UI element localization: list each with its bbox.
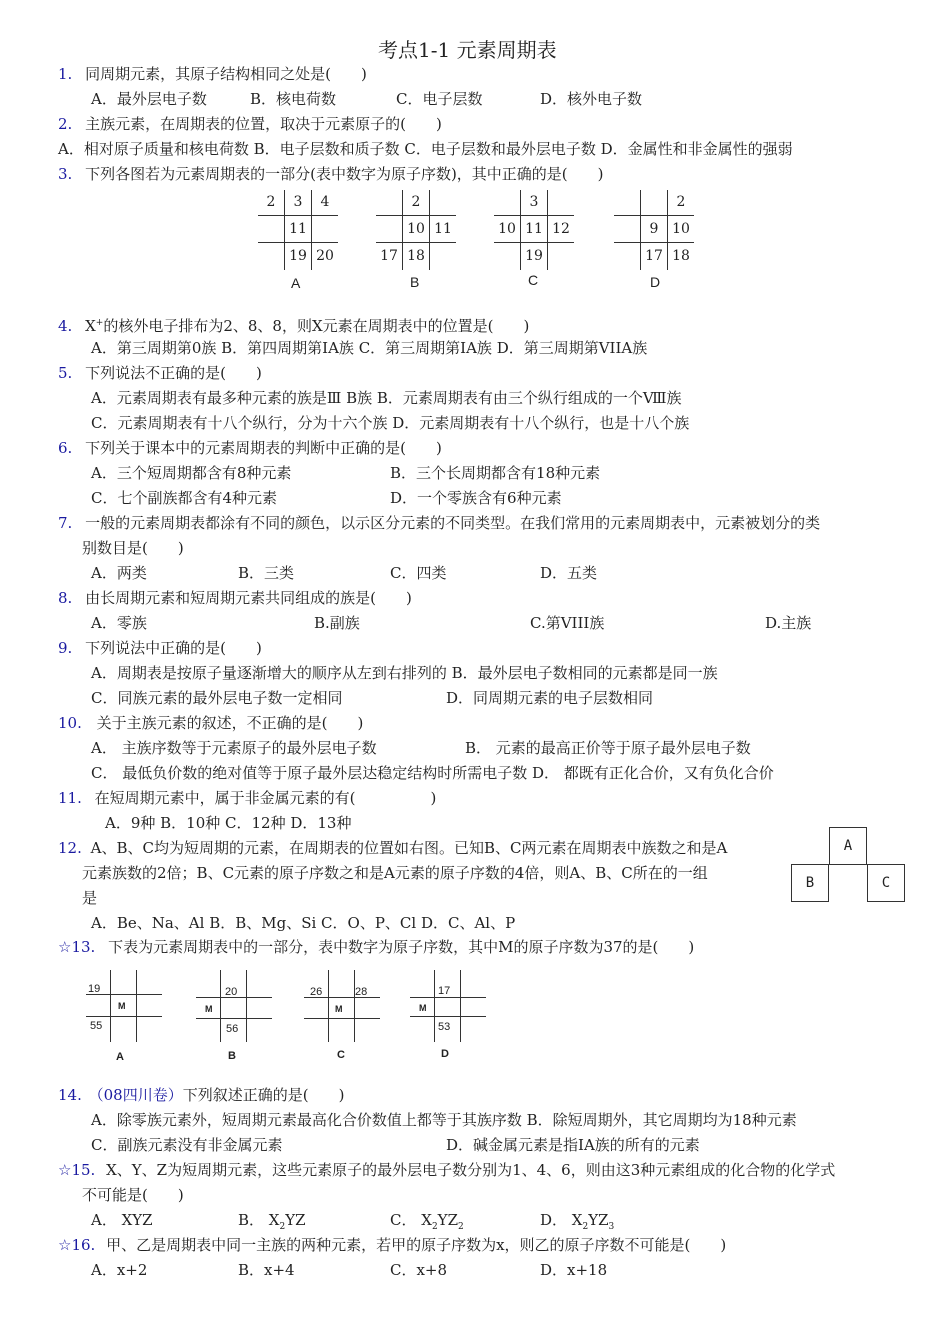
- grid-cell: 11: [525, 221, 543, 237]
- question-4: [58, 313, 529, 336]
- grid-d: [410, 970, 486, 1042]
- grid-cell: 3: [293, 194, 303, 210]
- grid-cell: 10: [672, 221, 690, 237]
- question-14: [58, 1085, 344, 1105]
- grid-cell: 10: [407, 221, 425, 237]
- grid-cell: 2: [676, 194, 686, 210]
- grid-label: D: [441, 1048, 449, 1060]
- grid-c: [494, 190, 574, 270]
- question-number: ☆13.: [58, 938, 96, 956]
- grid-label: C: [337, 1049, 345, 1061]
- question-1: [58, 64, 367, 84]
- question-8: [58, 588, 412, 608]
- grid-cell: 26: [310, 986, 323, 998]
- grid-cell: 28: [355, 986, 368, 998]
- question-stem: 下列各图若为元素周期表的一部分(表中数字为原子序数)，其中正确的是( ): [85, 165, 604, 183]
- question-stem: 甲、乙是周期表中同一主族的两种元素，若甲的原子序数为x，则乙的原子序数不可能是( ): [106, 1236, 727, 1254]
- grid-cell: 56: [226, 1023, 239, 1035]
- question-stem-cont: 元素族数的2倍；B、C元素的原子序数之和是A元素的原子序数的4倍，则A、B、C所在的一组: [82, 864, 708, 882]
- question-11: [58, 788, 436, 808]
- grid-cell: M: [335, 1004, 343, 1014]
- option-c: C．同族元素的最外层电子数一定相同: [91, 689, 343, 707]
- question-2: [58, 114, 442, 134]
- grid-cell: 11: [434, 221, 452, 237]
- option-c: C．四类: [390, 564, 447, 582]
- option-b: B．三类: [238, 564, 295, 582]
- question-number: 7.: [58, 514, 73, 532]
- question-number: 3.: [58, 165, 73, 183]
- question-stem: 下列说法中正确的是( ): [85, 639, 262, 657]
- question-5: [58, 363, 262, 383]
- question-stem: X、Y、Z为短周期元素，这些元素原子的最外层电子数分别为1、4、6，则由这3种元素组成的化合物的化学式: [106, 1161, 836, 1179]
- grid-cell: 3: [529, 194, 539, 210]
- option-b: B．x+4: [238, 1261, 295, 1279]
- grid-cell: 53: [438, 1021, 451, 1033]
- options-line: A．Be、Na、Al B．B、Mg、Si C．O、P、Cl D．C、Al、P: [91, 914, 516, 932]
- grid-cell: 2: [411, 194, 421, 210]
- question-stem: 主族元素，在周期表的位置，取决于元素原子的( ): [85, 115, 442, 133]
- grid-a: [86, 970, 162, 1042]
- grid-cell: 18: [672, 248, 690, 264]
- question-number: 4.: [58, 317, 73, 335]
- grid-cell: 12: [552, 221, 570, 237]
- option-d: D.主族: [765, 614, 812, 632]
- question-number: 6.: [58, 439, 73, 457]
- question-number: 9.: [58, 639, 73, 657]
- options-line: A．9种 B．10种 C．12种 D．13种: [105, 814, 352, 832]
- question-6: [58, 438, 442, 458]
- grid-label: B: [410, 274, 420, 290]
- question-stem: 下表为元素周期表中的一部分，表中数字为原子序数，其中M的原子序数为37的是( ): [108, 938, 695, 956]
- option-c: C．副族元素没有非金属元素: [91, 1136, 283, 1154]
- options-line: A．周期表是按原子量逐渐增大的顺序从左到右排列的 B．最外层电子数相同的元素都是同一族: [91, 664, 718, 682]
- question-7: [58, 513, 820, 533]
- question-stem: 在短周期元素中，属于非金属元素的有( ): [94, 789, 437, 807]
- option-a: A．三个短周期都含有8种元素: [91, 464, 292, 482]
- grid-label: C: [528, 272, 539, 288]
- question-number: 14.: [58, 1086, 82, 1104]
- grid-cell: 18: [407, 248, 425, 264]
- question-stem: A、B、C均为短周期的元素，在周期表的位置如右图。已知B、C两元素在周期表中族数之和是A: [90, 839, 728, 857]
- question-number: 12.: [58, 839, 82, 857]
- periodic-box-b: B: [791, 864, 829, 902]
- grid-d: [614, 190, 694, 270]
- grid-b: [196, 970, 272, 1042]
- grid-cell: 11: [289, 221, 307, 237]
- grid-cell: M: [419, 1003, 427, 1013]
- question-stem: 下列叙述正确的是( ): [182, 1086, 345, 1104]
- options-line: C． 最低负价数的绝对值等于原子最外层达稳定结构时所需电子数 D． 都既有正化合价，又有负化合价: [91, 764, 774, 782]
- question-stem-cont: 不可能是( ): [82, 1186, 184, 1204]
- question-9: [58, 638, 262, 658]
- question-number: 5.: [58, 364, 73, 382]
- grid-cell: 55: [90, 1020, 103, 1032]
- option-b: B． $X_2YZ$: [238, 1211, 306, 1232]
- page-title: 考点1-1 元素周期表: [378, 38, 557, 62]
- question-stem: 下列关于课本中的元素周期表的判断中正确的是( ): [85, 439, 442, 457]
- grid-cell: 19: [525, 248, 543, 264]
- question-10: [58, 713, 363, 733]
- option-b: B．三个长周期都含有18种元素: [390, 464, 601, 482]
- option-c: C．x+8: [390, 1261, 448, 1279]
- question-number: 8.: [58, 589, 73, 607]
- grid-cell: 9: [649, 221, 659, 237]
- option-a: A．两类: [91, 564, 147, 582]
- question-number: 10.: [58, 714, 82, 732]
- question-stem: 由长周期元素和短周期元素共同组成的族是( ): [85, 589, 412, 607]
- grid-cell: 10: [498, 221, 516, 237]
- options-line: C．元素周期表有十八个纵行，分为十六个族 D．元素周期表有十八个纵行，也是十八个族: [91, 414, 690, 432]
- question-number: 1.: [58, 65, 73, 83]
- option-d: D．一个零族含有6种元素: [390, 489, 562, 507]
- option-c: C.第VIII族: [530, 614, 605, 632]
- grid-label: B: [228, 1050, 236, 1062]
- option-c: C．电子层数: [396, 90, 483, 108]
- grid-cell: M: [118, 1001, 126, 1011]
- options-line: A．相对原子质量和核电荷数 B．电子层数和质子数 C．电子层数和最外层电子数 D．金属性和非金属性的强弱: [58, 140, 793, 158]
- question-number: ☆16.: [58, 1236, 96, 1254]
- option-d: D． $X_2YZ_3$: [540, 1211, 615, 1232]
- options-line: A．除零族元素外，短周期元素最高化合价数值上都等于其族序数 B．除短周期外，其它周期均为18种元素: [91, 1111, 797, 1129]
- grid-b: [376, 190, 456, 270]
- grid-cell: 2: [266, 194, 276, 210]
- question-number: ☆15.: [58, 1161, 96, 1179]
- grid-label: D: [650, 274, 661, 290]
- grid-cell: M: [205, 1004, 213, 1014]
- option-b: B． 元素的最高正价等于原子最外层电子数: [465, 739, 751, 757]
- periodic-box-a: A: [829, 827, 867, 865]
- question-stem: 下列说法不正确的是( ): [85, 364, 262, 382]
- grid-cell: 20: [316, 248, 334, 264]
- question-15: [58, 1160, 835, 1180]
- periodic-box-c: C: [867, 864, 905, 902]
- question-number: 2.: [58, 115, 73, 133]
- question-16: [58, 1235, 726, 1255]
- grid-cell: 17: [380, 248, 398, 264]
- question-stem: 关于主族元素的叙述，不正确的是( ): [96, 714, 364, 732]
- options-line: A．元素周期表有最多种元素的族是Ⅲ B族 B．元素周期表有由三个纵行组成的一个Ⅷ族: [91, 389, 682, 407]
- question-13: [58, 937, 694, 957]
- option-a: A．零族: [91, 614, 147, 632]
- option-a: A．最外层电子数: [91, 90, 207, 108]
- option-a: A． 主族序数等于元素原子的最外层电子数: [91, 739, 377, 757]
- question-stem-cont: 别数目是( ): [82, 539, 184, 557]
- grid-label: A: [116, 1051, 124, 1063]
- option-c: C．七个副族都含有4种元素: [91, 489, 278, 507]
- grid-cell: 17: [438, 985, 451, 997]
- option-a: A． XYZ: [91, 1211, 153, 1229]
- option-d: D．同周期元素的电子层数相同: [446, 689, 654, 707]
- option-b: B.副族: [314, 614, 360, 632]
- options-line: A．第三周期第0族 B．第四周期第IA族 C．第三周期第IA族 D．第三周期第VIIA族: [91, 339, 648, 357]
- question-stem: X+的核外电子排布为2、8、8，则X元素在周期表中的位置是( ): [85, 317, 530, 335]
- question-stem: 同周期元素，其原子结构相同之处是( ): [85, 65, 367, 83]
- option-c: C． $X_2YZ_2$: [390, 1211, 464, 1232]
- grid-cell: 20: [225, 986, 238, 998]
- option-d: D．核外电子数: [540, 90, 643, 108]
- grid-c: [304, 970, 380, 1042]
- question-stem: 一般的元素周期表都涂有不同的颜色，以示区分元素的不同类型。在我们常用的元素周期表中，元素被划分的类: [85, 514, 821, 532]
- grid-cell: 19: [289, 248, 307, 264]
- question-12: [58, 838, 727, 858]
- option-a: A．x+2: [91, 1261, 148, 1279]
- grid-cell: 19: [88, 983, 101, 995]
- question-stem-cont: 是: [82, 889, 98, 907]
- option-d: D．碱金属元素是指ⅠA族的所有的元素: [446, 1136, 700, 1154]
- grid-label: A: [291, 275, 301, 291]
- grid-cell: 17: [645, 248, 663, 264]
- grid-a: [258, 190, 338, 270]
- question-number: 11.: [58, 789, 82, 807]
- grid-cell: 4: [320, 194, 330, 210]
- option-d: D．x+18: [540, 1261, 608, 1279]
- question-source: （08四川卷）: [88, 1086, 183, 1104]
- option-b: B．核电荷数: [250, 90, 337, 108]
- option-d: D．五类: [540, 564, 598, 582]
- question-3: [58, 164, 604, 184]
